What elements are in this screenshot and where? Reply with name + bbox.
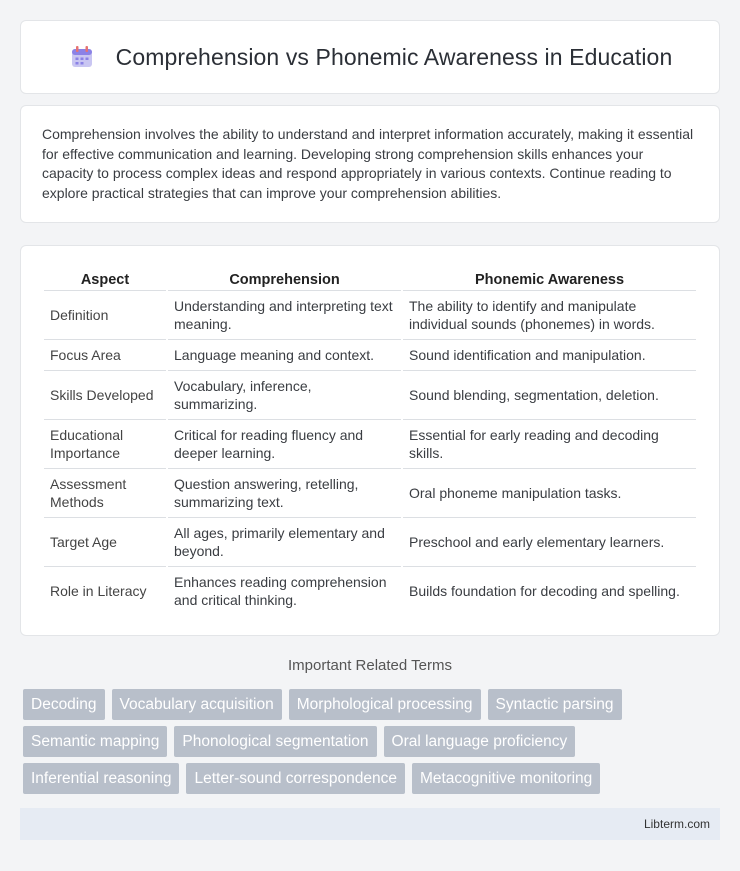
table-row	[44, 468, 696, 517]
column-header-phonemic-awareness: Phonemic Awareness	[474, 272, 625, 288]
calendar-icon	[68, 43, 96, 71]
table-cell-phonemic: Sound blending, segmentation, deletion.	[403, 370, 696, 419]
column-header-aspect: Aspect	[80, 272, 130, 288]
related-terms-title: Important Related Terms	[288, 657, 452, 674]
related-term-tag[interactable]: Vocabulary acquisition	[112, 689, 282, 720]
table-cell-comprehension: Question answering, retelling, summarizing text.	[168, 468, 401, 517]
table-header-row	[44, 266, 696, 290]
intro-text: Comprehension involves the ability to understand and interpret information accurately, making it essential for effective communication and learning. Developing strong comprehension skills enhances your capacity to process complex ideas and respond appropriately in various contexts. Continue reading to explore practical strategies that can improve your comprehension abilities.	[42, 126, 694, 201]
related-term-tag[interactable]: Phonological segmentation	[174, 726, 376, 757]
related-term-tag[interactable]: Inferential reasoning	[23, 763, 179, 794]
table-row	[44, 419, 696, 468]
column-header-comprehension: Comprehension	[229, 272, 340, 288]
table-cell-comprehension: Critical for reading fluency and deeper learning.	[168, 419, 401, 468]
table-row	[44, 290, 696, 339]
footer-site-link[interactable]: Libterm.com	[643, 817, 710, 831]
table-cell-aspect: Assessment Methods	[44, 468, 166, 517]
table-cell-phonemic: Oral phoneme manipulation tasks.	[403, 468, 696, 517]
related-terms-list	[23, 689, 723, 800]
related-term-tag[interactable]: Semantic mapping	[23, 726, 167, 757]
table-cell-comprehension: Vocabulary, inference, summarizing.	[168, 370, 401, 419]
table-cell-aspect: Focus Area	[44, 339, 166, 370]
header-card	[20, 20, 720, 94]
table-cell-aspect: Target Age	[44, 517, 166, 566]
footer	[20, 808, 720, 840]
table-cell-aspect: Definition	[44, 290, 166, 339]
table-row	[44, 339, 696, 370]
table-cell-comprehension: Language meaning and context.	[168, 339, 401, 370]
table-cell-phonemic: Essential for early reading and decoding skills.	[403, 419, 696, 468]
table-cell-phonemic: Preschool and early elementary learners.	[403, 517, 696, 566]
related-term-tag[interactable]: Decoding	[23, 689, 105, 720]
table-cell-aspect: Educational Importance	[44, 419, 166, 468]
table-cell-comprehension: Enhances reading comprehension and critical thinking.	[168, 566, 401, 615]
intro-card	[20, 105, 720, 223]
table-cell-aspect: Skills Developed	[44, 370, 166, 419]
table-cell-phonemic: The ability to identify and manipulate individual sounds (phonemes) in words.	[403, 290, 696, 339]
table-row	[44, 370, 696, 419]
comparison-table	[42, 266, 698, 615]
comparison-table-card	[20, 245, 720, 636]
related-term-tag[interactable]: Syntactic parsing	[488, 689, 622, 720]
table-row	[44, 517, 696, 566]
table-cell-phonemic: Builds foundation for decoding and spelling.	[403, 566, 696, 615]
related-term-tag[interactable]: Morphological processing	[289, 689, 481, 720]
table-cell-aspect: Role in Literacy	[44, 566, 166, 615]
related-term-tag[interactable]: Metacognitive monitoring	[412, 763, 600, 794]
table-cell-comprehension: Understanding and interpreting text meaning.	[168, 290, 401, 339]
related-term-tag[interactable]: Letter-sound correspondence	[186, 763, 405, 794]
table-cell-phonemic: Sound identification and manipulation.	[403, 339, 696, 370]
page-title: Comprehension vs Phonemic Awareness in Education	[115, 43, 673, 70]
table-cell-comprehension: All ages, primarily elementary and beyond.	[168, 517, 401, 566]
related-term-tag[interactable]: Oral language proficiency	[384, 726, 576, 757]
table-row	[44, 566, 696, 615]
